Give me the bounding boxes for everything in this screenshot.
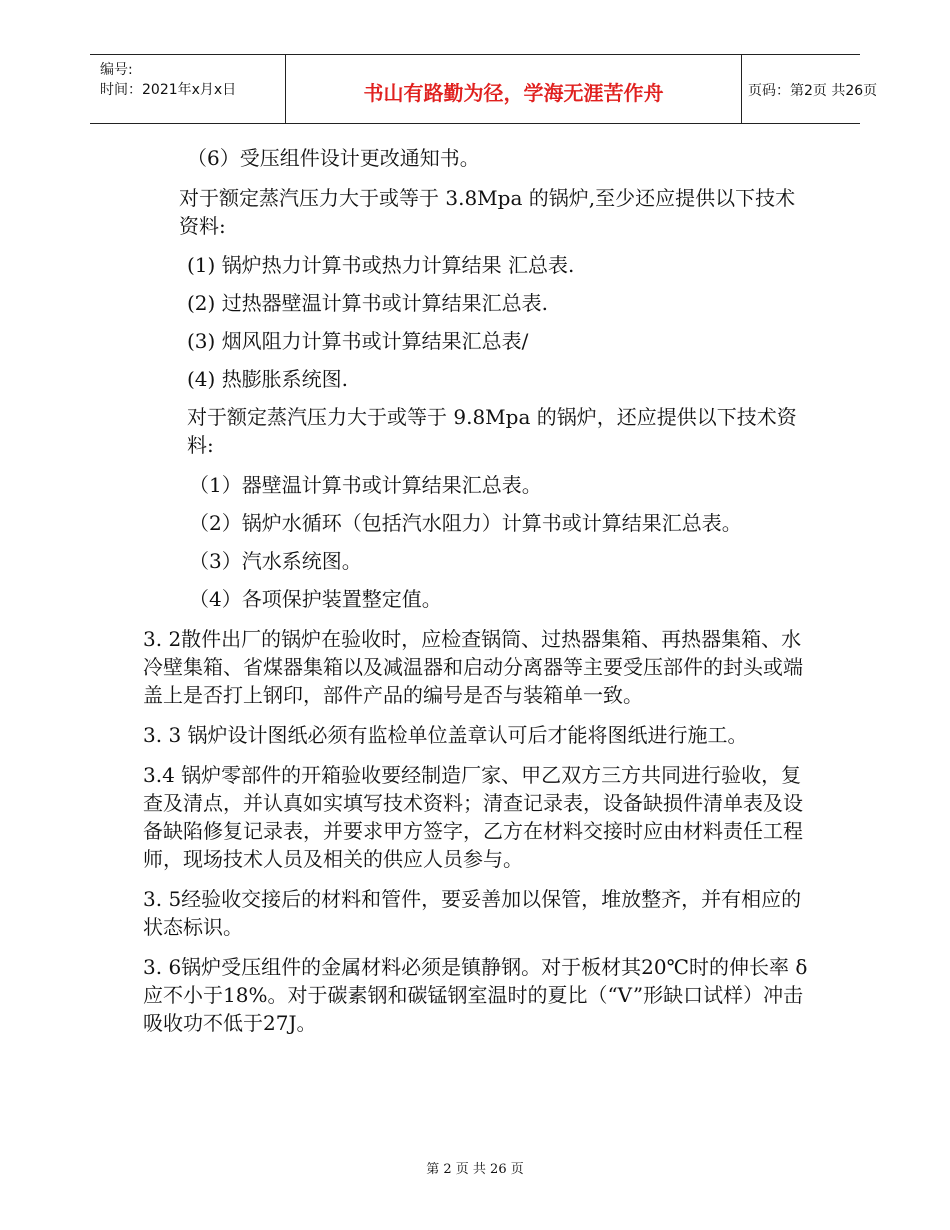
paragraph: 3. 2散件出厂的锅炉在验收时，应检查锅筒、过热器集箱、再热器集箱、水冷壁集箱、省煤器集箱以及减温器和启动分离器等主要受压部件的封头或端盖上是否打上钢印，部件产品的编号是否与装箱单一致。 bbox=[143, 627, 803, 707]
list-item: (3) 烟风阻力计算书或计算结果汇总表/ bbox=[187, 329, 529, 353]
list-item: （4）各项保护装置整定值。 bbox=[189, 587, 442, 611]
paragraph: （6）受压组件设计更改通知书。 bbox=[187, 146, 480, 170]
list-item: (2) 过热器壁温计算书或计算结果汇总表. bbox=[187, 291, 549, 315]
document-date: 时间：2021年x月x日 bbox=[100, 82, 237, 98]
header-motto-cell bbox=[285, 55, 742, 123]
document-number-label: 编号: bbox=[100, 62, 133, 78]
header-meta-cell bbox=[90, 55, 285, 123]
page-header bbox=[90, 54, 878, 124]
paragraph: 对于额定蒸汽压力大于或等于 9.8Mpa 的锅炉，还应提供以下技术资料: bbox=[187, 405, 797, 457]
paragraph: 3.4 锅炉零部件的开箱验收要经制造厂家、甲乙双方三方共同进行验收，复查及清点，并认真如实填写技术资料；清查记录表，设备缺损件清单表及设备缺陷修复记录表，并要求甲方签字，乙方在材料交接时应由材料责任工程师，现场技术人员及相关的供应人员参与。 bbox=[143, 763, 803, 871]
paragraph: 对于额定蒸汽压力大于或等于 3.8Mpa 的锅炉,至少还应提供以下技术资料: bbox=[179, 186, 796, 238]
document-body bbox=[143, 140, 808, 1037]
list-item: （2）锅炉水循环（包括汽水阻力）计算书或计算结果汇总表。 bbox=[189, 511, 742, 535]
list-item: (4) 热膨胀系统图. bbox=[187, 367, 349, 391]
list-item: （1）器壁温计算书或计算结果汇总表。 bbox=[189, 473, 542, 497]
header-motto: 书山有路勤为径，学海无涯苦作舟 bbox=[363, 81, 664, 105]
paragraph: 3. 6锅炉受压组件的金属材料必须是镇静钢。对于板材其20℃时的伸长率 δ 应不小于18%。对于碳素钢和碳锰钢室温时的夏比（“V”形缺口试样）冲击吸收功不低于27J。 bbox=[143, 955, 808, 1035]
page-footer: 第 2 页 共 26 页 bbox=[426, 1162, 524, 1177]
header-page-info: 页码：第2页 共26页 bbox=[748, 83, 878, 99]
list-item: (1) 锅炉热力计算书或热力计算结果 汇总表. bbox=[187, 253, 575, 277]
header-page-cell bbox=[740, 55, 878, 123]
list-item: （3）汽水系统图。 bbox=[189, 549, 362, 573]
paragraph: 3. 3 锅炉设计图纸必须有监检单位盖章认可后才能将图纸进行施工。 bbox=[143, 723, 748, 747]
paragraph: 3. 5经验收交接后的材料和管件，要妥善加以保管，堆放整齐，并有相应的状态标识。 bbox=[143, 887, 802, 939]
